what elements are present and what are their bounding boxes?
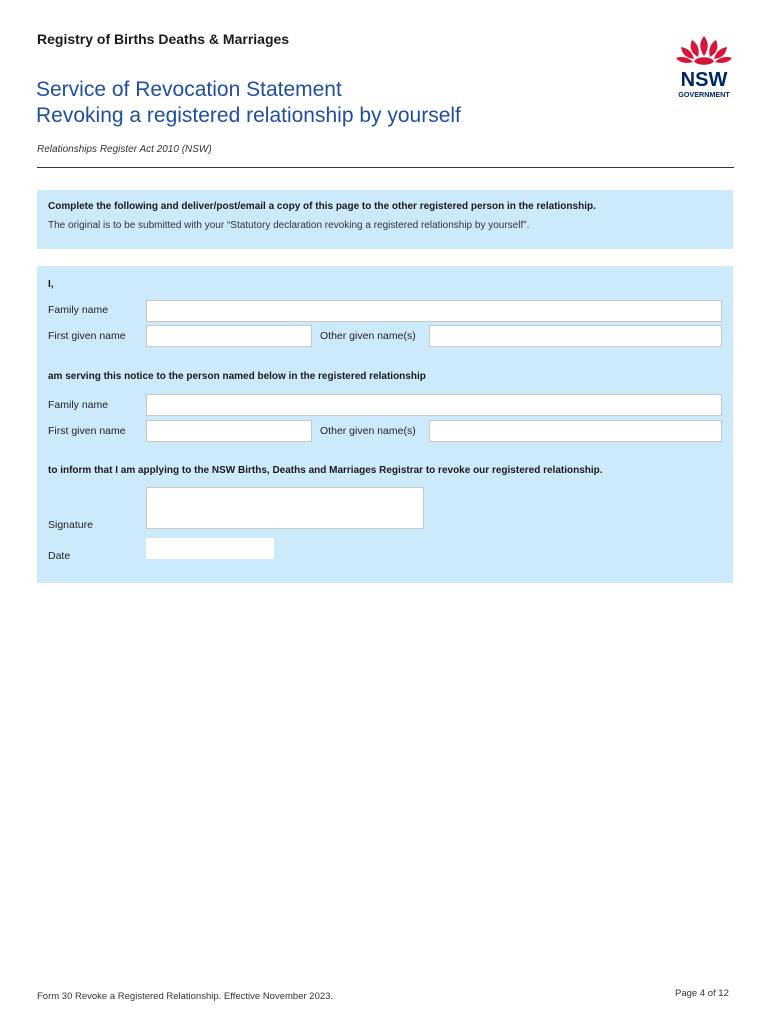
title-line-1: Service of Revocation Statement: [36, 78, 342, 101]
other-first-given-name-label: First given name: [48, 425, 126, 437]
other-family-name-field[interactable]: [146, 394, 722, 416]
logo-nsw-text: NSW: [680, 69, 728, 91]
inform-text: to inform that I am applying to the NSW Births, Deaths and Marriages Registrar to revoke our registered relationship.: [48, 465, 603, 476]
page-title: [36, 77, 461, 129]
self-family-name-label: Family name: [48, 304, 109, 316]
self-other-given-names-label: Other given name(s): [320, 330, 416, 342]
self-family-name-field[interactable]: [146, 300, 722, 322]
waratah-icon: [672, 34, 736, 100]
header-divider: [37, 167, 734, 168]
nsw-government-logo: [672, 34, 736, 100]
instructions-text: The original is to be submitted with your “Statutory declaration revoking a registered relationship by yourself”.: [48, 220, 530, 231]
intro-text: I,: [48, 279, 54, 290]
other-other-given-names-field[interactable]: [429, 420, 722, 442]
self-first-given-name-label: First given name: [48, 330, 126, 342]
self-other-given-names-field[interactable]: [429, 325, 722, 347]
other-other-given-names-label: Other given name(s): [320, 425, 416, 437]
date-label: Date: [48, 550, 71, 562]
signature-field[interactable]: [146, 487, 424, 529]
logo-government-text: GOVERNMENT: [678, 90, 730, 99]
footer-form-info: Form 30 Revoke a Registered Relationship. Effective November 2023.: [37, 991, 334, 1002]
registry-heading: Registry of Births Deaths & Marriages: [37, 31, 290, 47]
instructions-panel: [37, 190, 733, 249]
page-number: Page 4 of 12: [675, 988, 729, 999]
self-first-given-name-field[interactable]: [146, 325, 312, 347]
other-family-name-label: Family name: [48, 399, 109, 411]
instructions-bold: Complete the following and deliver/post/email a copy of this page to the other registered person in the relationship.: [48, 201, 596, 212]
date-field[interactable]: [146, 538, 274, 559]
act-reference: Relationships Register Act 2010 (NSW): [37, 144, 212, 155]
serving-notice-text: am serving this notice to the person named below in the registered relationship: [48, 371, 426, 382]
signature-label: Signature: [48, 519, 93, 531]
form-panel: [37, 266, 733, 583]
title-line-2: Revoking a registered relationship by yourself: [36, 104, 461, 127]
other-first-given-name-field[interactable]: [146, 420, 312, 442]
